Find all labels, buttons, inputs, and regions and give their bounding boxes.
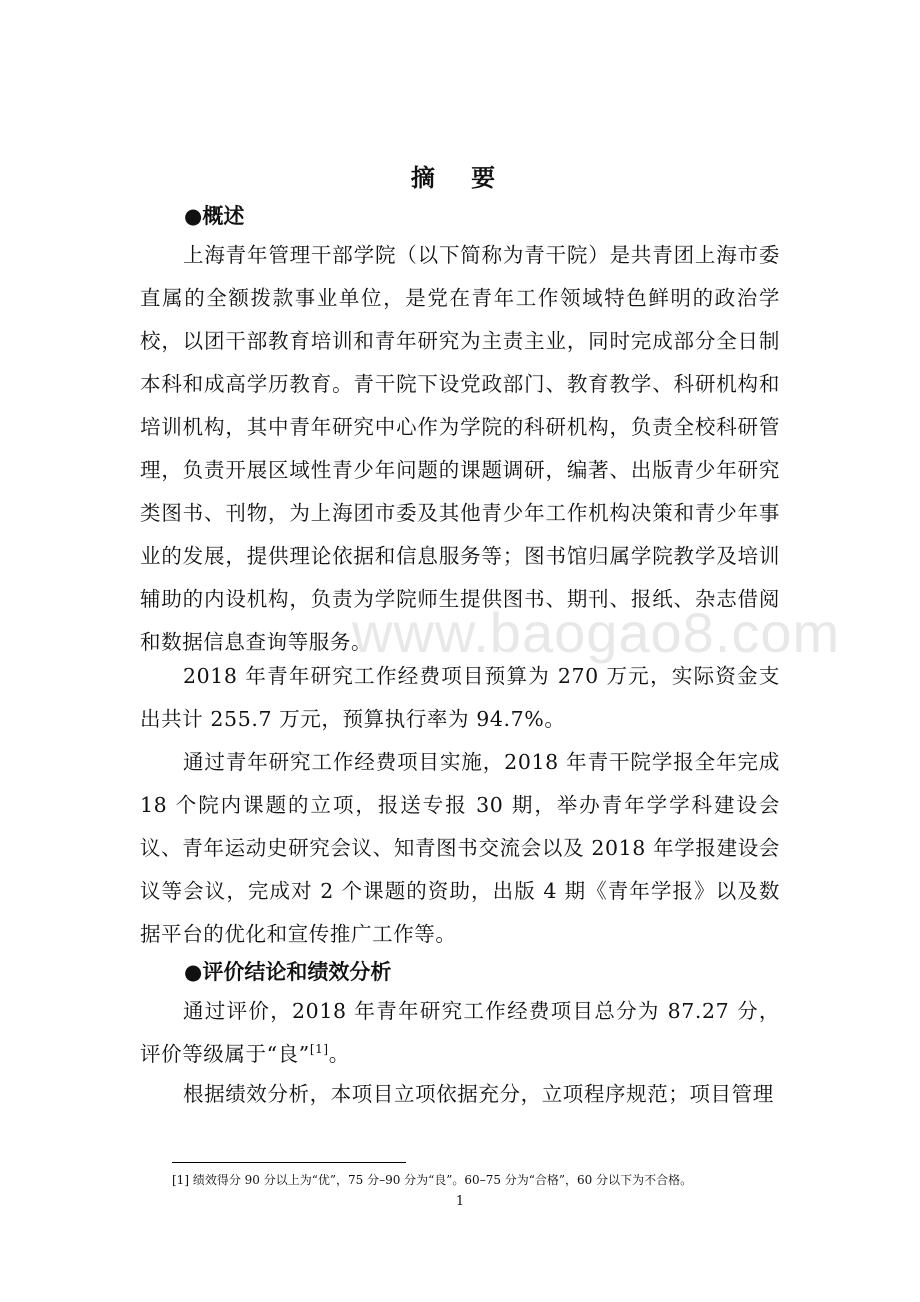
evaluation-paragraph-2: 根据绩效分析，本项目立项依据充分，立项程序规范；项目管理: [183, 1082, 774, 1106]
overview-heading: ●概述: [184, 203, 245, 228]
overview-paragraph-2: 2018 年青年研究工作经费项目预算为 270 万元，实际资金支出共计 255.7 万元，预算执行率为 94.7%。: [140, 664, 780, 731]
overview-paragraph-1: 上海青年管理干部学院（以下简称为青干院）是共青团上海市委直属的全额拨款事业单位，是党在青年工作领域特色鲜明的政治学校，以团干部教育培训和青年研究为主责主业，同时完成部分全日制本科和成高学历教育。青干院下设党政部门、教育教学、科研机构和培训机构，其中青年研究中心作为学院的科研机构，负责全校科研管理，负责开展区域性青少年问题的课题调研，编著、出版青少年研究类图书、刊物，为上海团市委及其他青少年工作机构决策和青少年事业的发展，提供理论依据和信息服务等；图书馆归属学院教学及培训辅助的内设机构，负责为学院师生提供图书、期刊、报纸、杂志借阅和数据信息查询等服务。: [140, 243, 780, 654]
overview-paragraph-3: 通过青年研究工作经费项目实施，2018 年青干院学报全年完成 18 个院内课题的立项，报送专报 30 期，举办青年学学科建设会议、青年运动史研究会议、知青图书交流会以及 2018 年学报建设会议等会议，完成对 2 个课题的资助，出版 4 期《青年学报》以及数据平台的优化和宣传推广工作等。: [140, 750, 780, 946]
page-title: 摘 要: [410, 163, 510, 192]
footnote: [1] 绩效得分 90 分以上为“优”，75 分–90 分为“良”。60–75 分为“合格”，60 分以下为不合格。: [172, 1173, 693, 1187]
page-number: 1: [455, 1194, 465, 1209]
evaluation-text-end: 。: [328, 1042, 350, 1066]
footnote-divider: [172, 1162, 406, 1163]
evaluation-heading: ●评价结论和绩效分析: [184, 959, 392, 984]
evaluation-paragraph-1: [140, 990, 780, 1076]
evaluation-text: 通过评价，2018 年青年研究工作经费项目总分为 87.27 分，评价等级属于“良”: [140, 999, 780, 1066]
footnote-reference[interactable]: [1]: [309, 1042, 329, 1057]
watermark: www.baogao8.com: [352, 601, 841, 664]
